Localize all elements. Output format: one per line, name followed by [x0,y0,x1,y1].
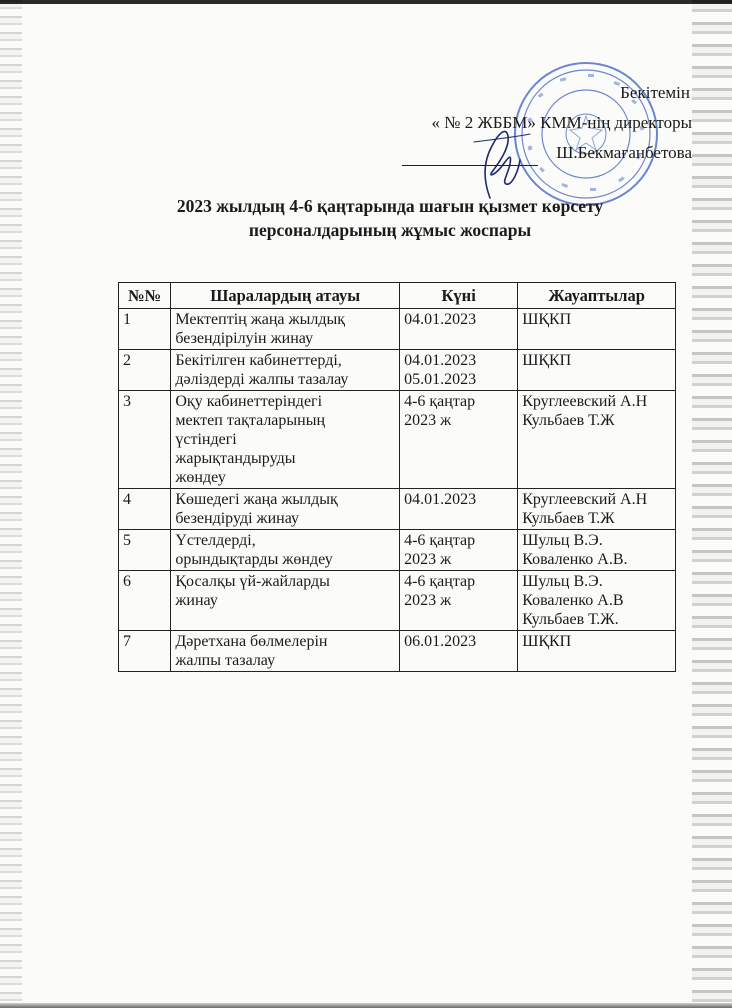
responsible-line: Круглеевский А.Н [522,491,648,508]
row-activity [171,489,400,530]
approval-signatory: Ш.Бекмағанбетова [556,143,692,162]
responsible-line: Кульбаев Т.Ж. [522,611,619,628]
date-line: 05.01.2023 [404,371,477,388]
row-date [400,631,518,672]
row-date [400,350,518,391]
activity-line: жинау [175,592,218,609]
responsible-line: ШҚКП [522,633,572,650]
date-line: 2023 ж [404,412,452,429]
row-responsible [518,530,676,571]
responsible-line: Шульц В.Э. [522,532,603,549]
responsible-line: ШҚКП [522,311,572,328]
row-number: 1 [119,309,171,350]
header-number: №№ [119,283,171,309]
scan-edge-left [0,0,22,1008]
document-title-line-1: 2023 жылдың 4-6 қаңтарында шағын қызмет көрсету [176,196,604,216]
row-activity [171,309,400,350]
approval-block [432,78,692,168]
responsible-line: Кульбаев Т.Ж [522,510,615,527]
activity-line: дәліздерді жалпы тазалау [175,371,349,388]
table-row [119,489,676,530]
activity-line: орындықтарды жөндеу [175,551,333,568]
row-activity [171,391,400,489]
responsible-line: Коваленко А.В [522,592,624,609]
activity-line: Бекітілген кабинеттерді, [175,352,342,369]
header-date: Күні [400,283,518,309]
responsible-line: Шульц В.Э. [522,573,603,590]
row-number: 4 [119,489,171,530]
row-date [400,309,518,350]
activity-line: жөндеу [175,469,226,486]
row-responsible [518,350,676,391]
responsible-line: Кульбаев Т.Ж [522,412,615,429]
activity-line: Қосалқы үй-жайларды [175,573,330,590]
date-line: 2023 ж [404,592,452,609]
table-header-row [119,283,676,309]
row-number: 5 [119,530,171,571]
activity-line: жарықтандыруды [175,450,296,467]
row-responsible [518,489,676,530]
row-number: 6 [119,571,171,631]
activity-line: мектеп тақталарының [175,412,326,429]
row-date [400,489,518,530]
table-row [119,571,676,631]
document-title-line-2: персоналдарының жұмыс жоспары [248,220,532,240]
activity-line: Мектептің жаңа жылдық [175,311,345,328]
scan-edge-bottom [0,1003,732,1008]
activity-line: безендірілуін жинау [175,330,314,347]
activity-line: Үстелдерді, [175,532,256,549]
row-responsible [518,571,676,631]
table-row [119,391,676,489]
date-line: 04.01.2023 [404,311,477,328]
row-number: 3 [119,391,171,489]
row-activity [171,530,400,571]
activity-line: жалпы тазалау [175,652,276,669]
table-row [119,309,676,350]
work-plan-table [118,282,676,672]
document-title [120,194,660,242]
activity-line: безендіруді жинау [175,510,300,527]
responsible-line: Круглеевский А.Н [522,393,648,410]
activity-line: Оқу кабинеттеріндегі [175,393,323,410]
signature-line [402,165,538,166]
date-line: 4-6 қаңтар [404,573,476,590]
approval-heading: Бекітемін [620,83,690,102]
row-number: 7 [119,631,171,672]
responsible-line: Коваленко А.В. [522,551,628,568]
table-row [119,530,676,571]
row-responsible [518,631,676,672]
row-activity [171,571,400,631]
table-row [119,350,676,391]
approval-position: « № 2 ЖББМ» КММ-нің директоры [431,113,692,132]
scan-edge-top [0,0,732,4]
date-line: 2023 ж [404,551,452,568]
row-date [400,530,518,571]
date-line: 04.01.2023 [404,352,477,369]
row-responsible [518,309,676,350]
row-activity [171,631,400,672]
date-line: 4-6 қаңтар [404,532,476,549]
header-responsible: Жауаптылар [518,283,676,309]
row-date [400,391,518,489]
activity-line: Көшедегі жаңа жылдық [175,491,338,508]
date-line: 06.01.2023 [404,633,477,650]
row-number: 2 [119,350,171,391]
row-date [400,571,518,631]
scan-edge-right [692,0,732,1008]
row-responsible [518,391,676,489]
activity-line: Дәретхана бөлмелерін [175,633,328,650]
responsible-line: ШҚКП [522,352,572,369]
row-activity [171,350,400,391]
activity-line: үстіндегі [175,431,237,448]
date-line: 4-6 қаңтар [404,393,476,410]
table-row [119,631,676,672]
header-activity-name: Шаралардың атауы [171,283,400,309]
date-line: 04.01.2023 [404,491,477,508]
